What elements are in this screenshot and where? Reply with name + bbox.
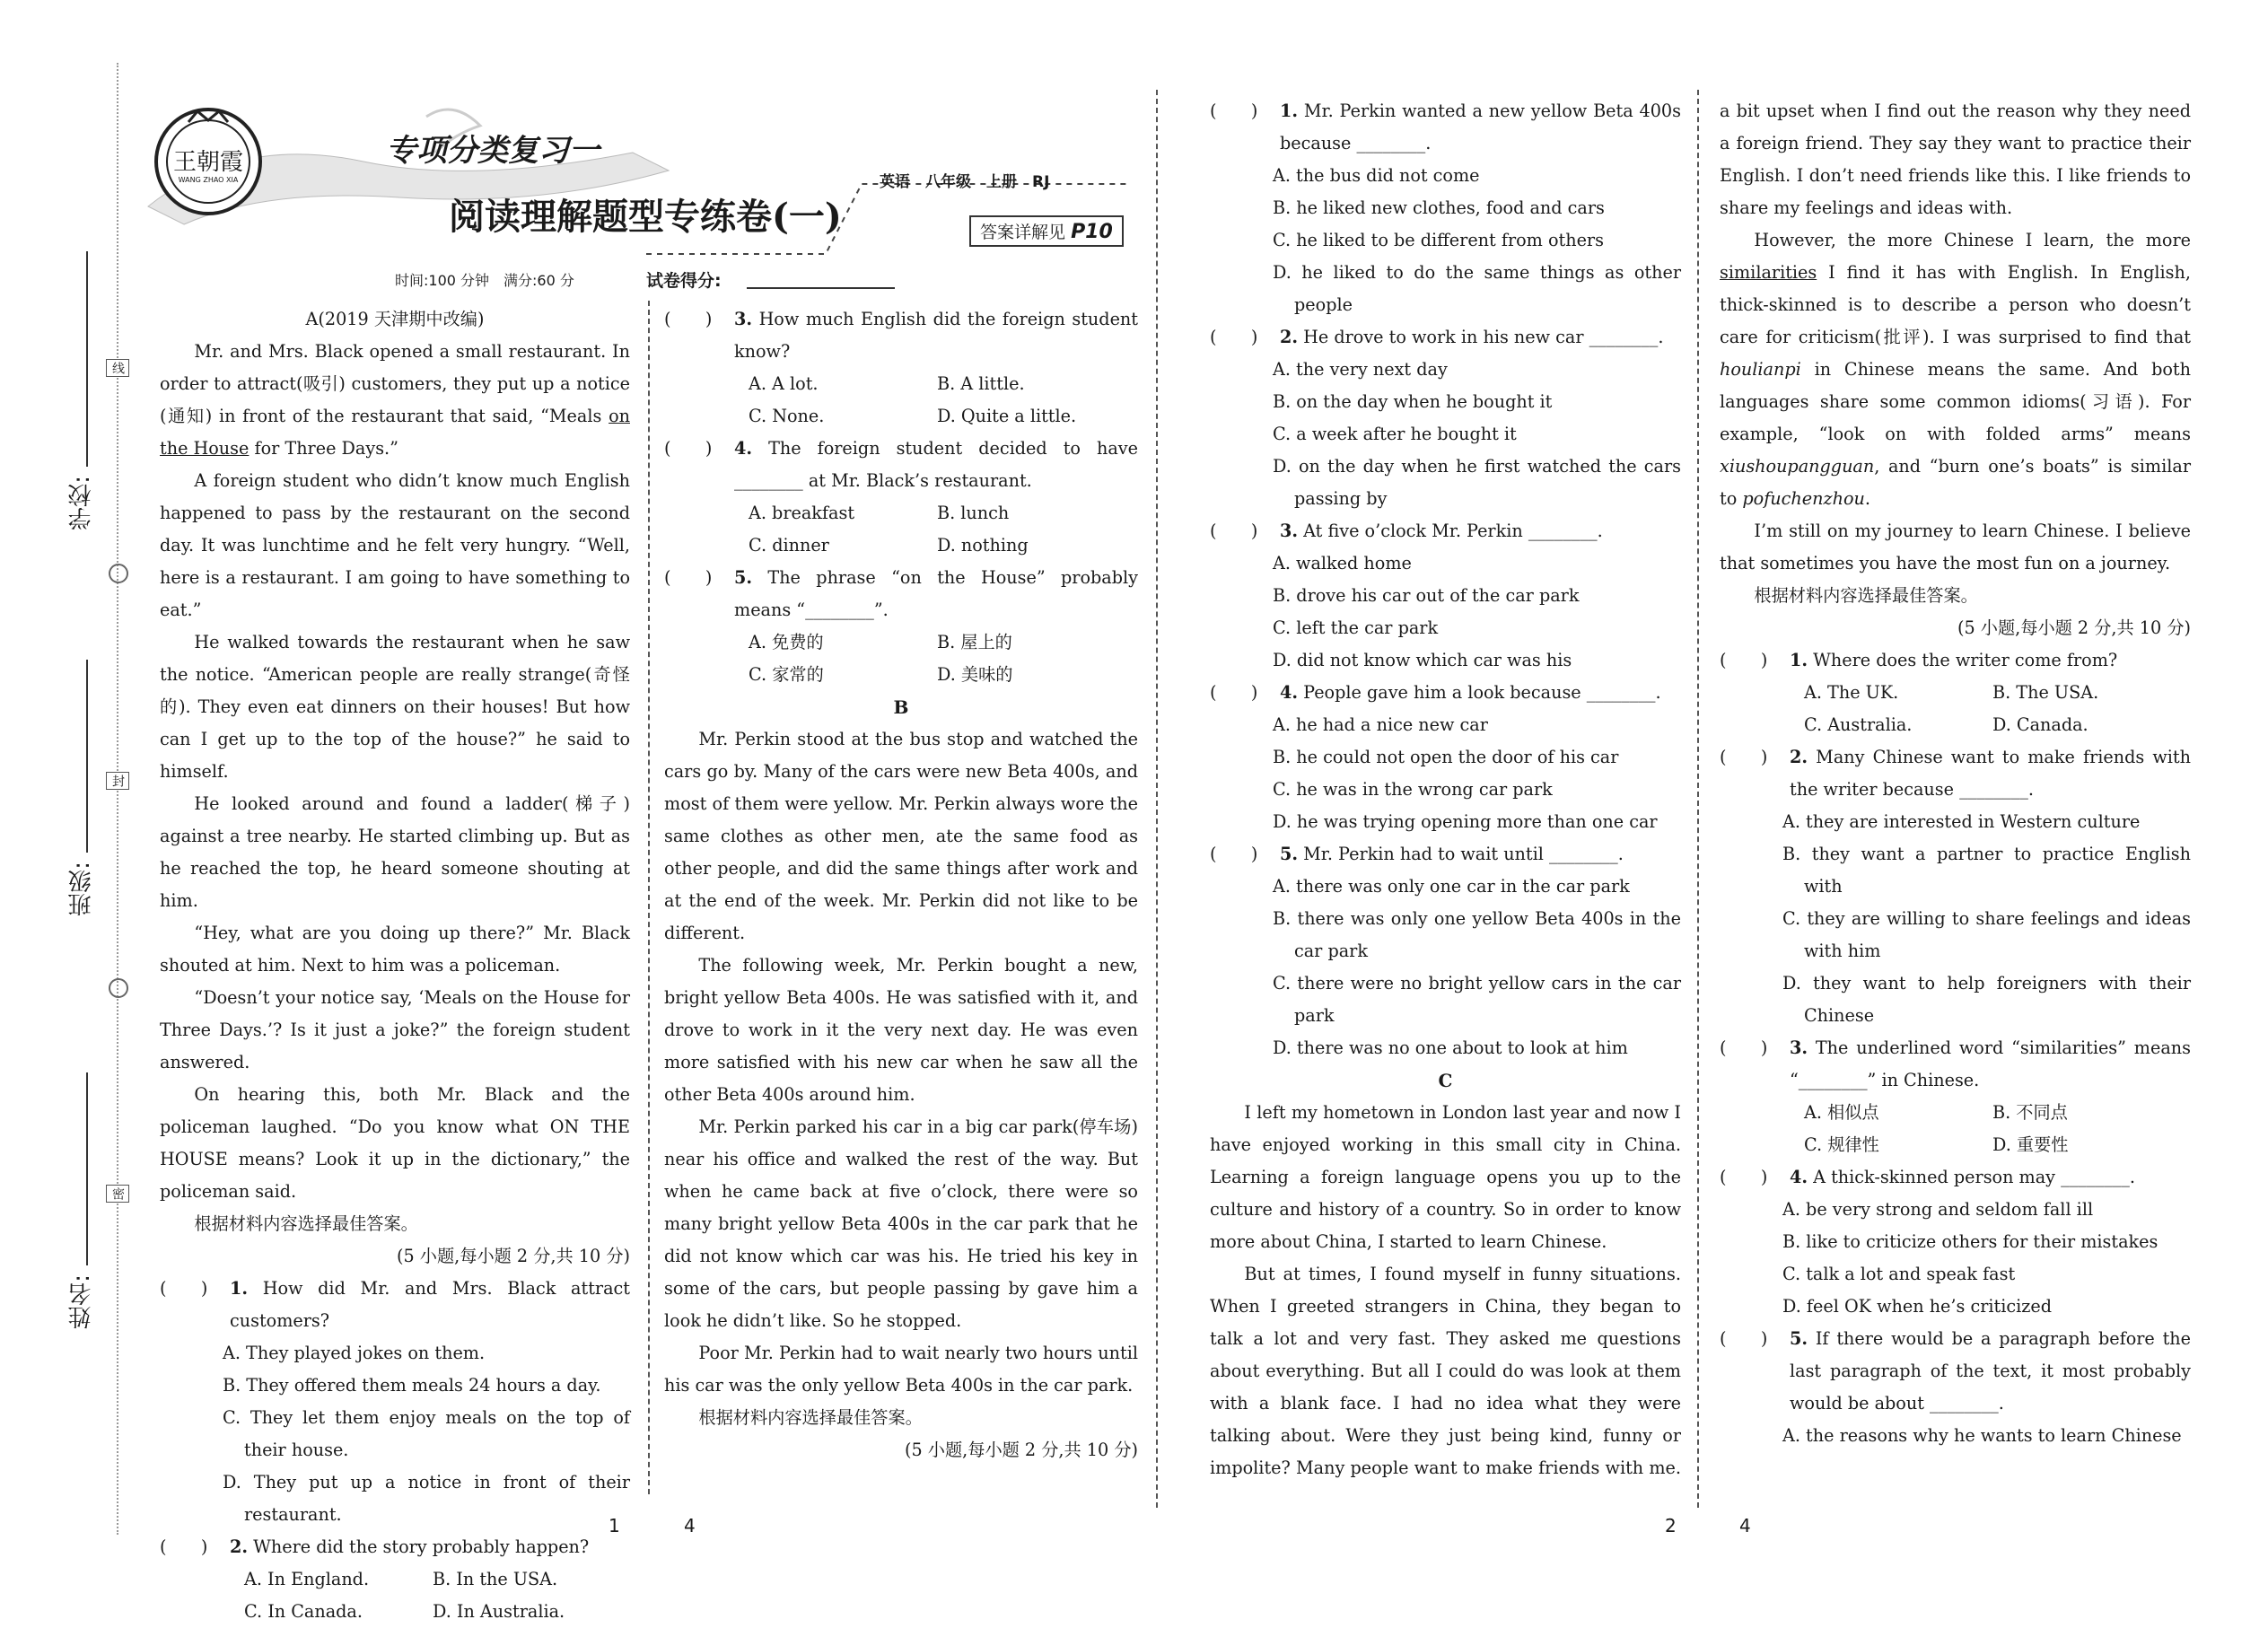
option[interactable]: A. he had a nice new car [1273, 714, 1488, 735]
class-blank [86, 660, 88, 853]
option[interactable]: D. 重要性 [1992, 1134, 2069, 1155]
option[interactable]: C. In Canada. [244, 1601, 363, 1622]
option[interactable]: A. they are interested in Western culture [1782, 811, 2141, 832]
option-row [160, 1596, 630, 1628]
question-number: 2. [230, 1536, 249, 1557]
section-c-heading: C [1438, 1070, 1453, 1091]
question-number: 4. [1790, 1167, 1808, 1187]
section-a-para-3: He walked towards the restaurant when he saw the notice. “American people are really strange(奇怪的). They even eat dinners on their houses! But how can I get up to the top of the house?” he said to himself. [160, 632, 630, 782]
section-b-score: (5 小题,每小题 2 分,共 10 分) [905, 1440, 1138, 1460]
binding-tag-secret: 密 [106, 1185, 129, 1203]
option-row [664, 659, 1138, 691]
brand-seal [153, 106, 264, 217]
para-text: in Chinese means the same. And both languages share some common idioms(习语). For example, “look on with folded arms” means [1720, 359, 2191, 444]
question-number: 1. [1280, 101, 1299, 121]
divider-right [1697, 90, 1699, 1508]
option[interactable]: D. In Australia. [433, 1601, 565, 1622]
para-text: Mr. and Mrs. Black opened a small restaurant. In order to attract(吸引) customers, they put up a notice (通知) in front of the restaurant that said, “Meals [160, 341, 630, 426]
page-title: 阅读理解题型专练卷(一) [449, 196, 842, 238]
option-row [1720, 1129, 2191, 1161]
option[interactable]: D. they want to help foreigners with their Chinese [1782, 973, 2191, 1026]
page-number-right: 2 [1665, 1515, 1677, 1536]
question-number: 5. [1790, 1328, 1808, 1349]
question-text: He drove to work in his new car ________. [1303, 327, 1664, 347]
question-b2[interactable]: ( ) 2. He drove to work in his new car ________. [1210, 327, 1664, 347]
section-a-para-5: “Hey, what are you doing up there?” Mr. Black shouted at him. Next to him was a policeman. [160, 923, 630, 976]
option[interactable]: A. In England. [244, 1569, 370, 1589]
question-text: Where does the writer come from? [1813, 650, 2118, 670]
question-text: The underlined word “similarities” means “________” in Chinese. [1790, 1037, 2191, 1090]
option-row [664, 400, 1138, 433]
question-number: 1. [1790, 650, 1808, 670]
column-3 [1210, 95, 1681, 1484]
option-row [664, 626, 1138, 659]
underlined-word: similarities [1720, 262, 1817, 283]
question-text: Many Chinese want to make friends with the writer because ________. [1790, 747, 2191, 800]
question-text: Mr. Perkin had to wait until ________. [1303, 844, 1624, 864]
question-number: 2. [1790, 747, 1808, 767]
option[interactable]: C. he liked to be different from others [1273, 230, 1604, 250]
pinyin-term: pofuchenzhou [1742, 488, 1865, 509]
option[interactable]: B. there was only one yellow Beta 400s in the car park [1273, 908, 1681, 961]
school-blank [86, 251, 88, 467]
option[interactable]: D. he was trying opening more than one car [1273, 811, 1658, 832]
question-b5[interactable]: ( ) 5. Mr. Perkin had to wait until ________. [1210, 844, 1624, 864]
section-c-para-2: But at times, I found myself in funny situations. When I greeted strangers in China, they began to talk a lot and very fast. They asked me questions about everything. But all I could do was look at them with a blank face. I had no idea what they were talking about. Were they just being kind, funny or impolite? Many people want to make friends with me. [1210, 1264, 1681, 1478]
option[interactable]: B. drove his car out of the car park [1273, 585, 1580, 606]
page-total-right: 4 [1739, 1515, 1751, 1536]
option[interactable]: D. feel OK when he’s criticized [1782, 1296, 2052, 1317]
section-b-para-4: Poor Mr. Perkin had to wait nearly two hours until his car was the only yellow Beta 400s in the car park. [664, 1343, 1138, 1396]
option[interactable]: C. there were no bright yellow cars in the car park [1273, 973, 1681, 1026]
section-a-para-1 [160, 336, 630, 465]
option[interactable]: C. None. [749, 406, 825, 426]
question-text: If there would be a paragraph before the last paragraph of the text, it most probably would be about ________. [1790, 1328, 2192, 1414]
option[interactable]: A. They played jokes on them. [223, 1343, 486, 1363]
class-label: 班级: [68, 862, 95, 916]
question-text: At five o’clock Mr. Perkin ________. [1303, 521, 1603, 541]
question-c4[interactable]: ( ) 4. A thick-skinned person may ________. [1720, 1167, 2135, 1187]
question-c1[interactable]: ( ) 1. Where does the writer come from? [1720, 650, 2118, 670]
section-b-heading: B [893, 696, 909, 718]
grade-meta: 英语 八年级 上册 RJ [880, 173, 1050, 191]
section-a-para-6: “Doesn’t your notice say, ‘Meals on the House for Three Days.’? Is it just a joke?” the foreign student answered. [160, 987, 630, 1072]
option[interactable]: C. talk a lot and speak fast [1782, 1264, 2016, 1284]
question-text: Mr. Perkin wanted a new yellow Beta 400s because ________. [1280, 101, 1681, 153]
option-row [1720, 1097, 2191, 1129]
question-number: 3. [1280, 521, 1299, 541]
question-c3[interactable]: ( ) 3. The underlined word “similarities” means “________” in Chinese. [1720, 1037, 2191, 1090]
section-a-para-4: He looked around and found a ladder(梯子) against a tree nearby. He started climbing up. But as he reached the top, he heard someone shouting at him. [160, 793, 630, 911]
answer-ref-box [969, 215, 1124, 247]
answer-ref-page: P10 [1071, 221, 1113, 243]
option-row [160, 1563, 630, 1596]
option[interactable]: A. walked home [1273, 553, 1412, 573]
option[interactable]: B. The USA. [1992, 682, 2099, 703]
option[interactable]: A. the very next day [1273, 359, 1448, 380]
column-2 [664, 303, 1138, 1466]
binding-hole-1 [109, 564, 128, 583]
option[interactable]: B. he liked new clothes, food and cars [1273, 197, 1605, 218]
option[interactable]: C. Australia. [1804, 714, 1913, 735]
pinyin-term: houlianpi [1720, 359, 1801, 380]
score-blank [747, 287, 895, 289]
option[interactable]: A. 相似点 [1804, 1102, 1879, 1123]
question-a5[interactable]: ( ) 5. The phrase “on the House” probably means “________”. [664, 567, 1138, 620]
option[interactable]: B. In the USA. [433, 1569, 558, 1589]
option[interactable]: B. A little. [937, 373, 1025, 394]
question-c5[interactable]: ( ) 5. If there would be a paragraph before the last paragraph of the text, it most probably would be about ________. [1720, 1328, 2192, 1414]
option[interactable]: D. he liked to do the same things as other people [1273, 262, 1681, 315]
question-b3[interactable]: ( ) 3. At five o’clock Mr. Perkin ________. [1210, 521, 1603, 541]
question-text: People gave him a look because ________. [1303, 682, 1661, 703]
option[interactable]: D. did not know which car was his [1273, 650, 1572, 670]
question-a4[interactable]: ( ) 4. The foreign student decided to have ________ at Mr. Black’s restaurant. [664, 438, 1138, 491]
section-c-score: (5 小题,每小题 2 分,共 10 分) [1957, 617, 2191, 638]
question-b4[interactable]: ( ) 4. People gave him a look because ________. [1210, 682, 1661, 703]
section-c-para-2-cont: a bit upset when I find out the reason why they need a foreign friend. They say they want to practice their English. I don’t need friends like this. I like friends to share my feelings and ideas with. [1720, 101, 2191, 218]
question-number: 5. [734, 567, 753, 588]
option[interactable]: B. on the day when he bought it [1273, 391, 1553, 412]
option[interactable]: D. on the day when he first watched the cars passing by [1273, 456, 1681, 509]
option[interactable]: D. nothing [937, 535, 1029, 556]
option[interactable]: C. 规律性 [1804, 1134, 1879, 1155]
question-text: The phrase “on the House” probably means “________”. [734, 567, 1138, 620]
option[interactable]: D. Canada. [1992, 714, 2088, 735]
question-a3[interactable]: ( ) 3. How much English did the foreign student know? [664, 309, 1138, 362]
question-c2[interactable]: ( ) 2. Many Chinese want to make friends with the writer because ________. [1720, 747, 2191, 800]
underlined-phrase: on the House [160, 406, 630, 459]
binding-tag-line: 线 [106, 359, 129, 377]
column-4 [1720, 95, 2191, 1452]
question-number: 3. [734, 309, 753, 329]
option[interactable]: A. The UK. [1804, 682, 1899, 703]
option[interactable]: C. 家常的 [749, 664, 824, 685]
score-label: 试卷得分: [646, 271, 722, 291]
para-text: , and “burn one’s boats” is similar to [1720, 456, 2191, 509]
option-row [664, 368, 1138, 400]
time-info: 时间:100 分钟 满分:60 分 [395, 272, 574, 289]
pinyin-term: xiushoupangguan [1720, 456, 1875, 477]
binding-dotted-line [117, 63, 118, 1535]
series-title: 专项分类复习一 [386, 133, 600, 169]
brand-sub: WANG ZHAO XIA [178, 176, 239, 184]
question-text: How much English did the foreign student know? [734, 309, 1138, 362]
section-a-heading: A(2019 天津期中改编) [305, 309, 485, 329]
brand-name: 王朝霞 [172, 149, 243, 176]
option[interactable]: B. They offered them meals 24 hours a day. [223, 1375, 601, 1396]
option[interactable]: A. there was only one car in the car park [1273, 876, 1630, 897]
section-c-para-1: I left my hometown in London last year and now I have enjoyed working in this small city in China. Learning a foreign language opens you up to the culture and history of a country. So in order to know more about China, I started to learn Chinese. [1210, 1102, 1681, 1252]
question-a1[interactable]: ( ) 1. How did Mr. and Mrs. Black attract customers? [160, 1278, 630, 1331]
binding-hole-2 [109, 978, 128, 998]
option-row [1720, 677, 2191, 709]
section-c-instructions: 根据材料内容选择最佳答案。 [1754, 585, 1978, 606]
option[interactable]: C. dinner [749, 535, 829, 556]
option[interactable]: C. left the car park [1273, 617, 1439, 638]
binding-tag-seal: 封 [106, 772, 129, 790]
option[interactable]: D. there was no one about to look at him [1273, 1037, 1628, 1058]
name-label: 姓名: [68, 1274, 95, 1329]
para-text: . [1864, 488, 1870, 509]
option[interactable]: A. the bus did not come [1273, 165, 1480, 186]
option[interactable]: A. 免费的 [749, 632, 824, 652]
question-text: How did Mr. and Mrs. Black attract customers? [230, 1278, 630, 1331]
option-row [1720, 709, 2191, 741]
page-total-left: 4 [684, 1515, 696, 1536]
section-a-score: (5 小题,每小题 2 分,共 10 分) [397, 1246, 630, 1266]
para-text: However, the more Chinese I learn, the more [1754, 230, 2191, 250]
section-b-para-1: Mr. Perkin stood at the bus stop and watched the cars go by. Many of the cars were new Beta 400s, and most of them were yellow. Mr. Perkin always wore the same clothes as other men, ate the same food as other people, and did the same things after work and at the end of the week. Mr. Perkin did not like to be different. [664, 729, 1138, 943]
section-b-instructions: 根据材料内容选择最佳答案。 [698, 1407, 923, 1428]
question-text: The foreign student decided to have ________ at Mr. Black’s restaurant. [734, 438, 1138, 491]
page-number-left: 1 [609, 1515, 620, 1536]
question-text: Where did the story probably happen? [253, 1536, 590, 1557]
section-c-para-3 [1720, 224, 2191, 515]
option[interactable]: B. they want a partner to practice English with [1782, 844, 2191, 897]
option[interactable]: A. the reasons why he wants to learn Chinese [1782, 1425, 2182, 1446]
option-row [664, 530, 1138, 562]
section-a-para-7: On hearing this, both Mr. Black and the policeman laughed. “Do you know what ON THE HOUSE means? Look it up in the dictionary,” the policeman said. [160, 1084, 630, 1202]
option[interactable]: B. lunch [937, 503, 1010, 523]
option[interactable]: B. 屋上的 [937, 632, 1012, 652]
section-c-para-4: I’m still on my journey to learn Chinese. I believe that sometimes you have the most fun on a journey. [1720, 521, 2191, 573]
option[interactable]: D. Quite a little. [937, 406, 1077, 426]
question-number: 1. [230, 1278, 249, 1299]
question-number: 3. [1790, 1037, 1808, 1058]
section-a-para-2: A foreign student who didn’t know much English happened to pass by the restaurant on the second day. It was lunchtime and he felt very hungry. “Well, here is a restaurant. I am going to have something to eat.” [160, 470, 630, 620]
section-b-para-3: Mr. Perkin parked his car in a big car park(停车场) near his office and walked the rest of the way. But when he came back at five o’clock, there were so many bright yellow Beta 400s in the car park that he did not know which car was his. He tried his key in some of the cars, but people passing by gave him a look he didn’t like. So he stopped. [664, 1116, 1138, 1331]
question-number: 2. [1280, 327, 1299, 347]
option[interactable]: C. They let them enjoy meals on the top of their house. [223, 1407, 630, 1460]
option[interactable]: D. 美味的 [937, 664, 1013, 685]
para-text: for Three Days.” [249, 438, 398, 459]
question-a2[interactable]: ( ) 2. Where did the story probably happen? [160, 1536, 590, 1557]
option[interactable]: B. he could not open the door of his car [1273, 747, 1619, 767]
option[interactable]: A. breakfast [749, 503, 855, 523]
option[interactable]: C. they are willing to share feelings and ideas with him [1782, 908, 2191, 961]
section-a-instructions: 根据材料内容选择最佳答案。 [194, 1213, 418, 1234]
option-row [664, 497, 1138, 530]
answer-ref-prefix: 答案详解见 [980, 223, 1066, 242]
column-1 [160, 303, 630, 1628]
name-blank [86, 1072, 88, 1265]
divider-middle [1156, 90, 1158, 1508]
question-number: 4. [1280, 682, 1299, 703]
option[interactable]: D. They put up a notice in front of their restaurant. [223, 1472, 630, 1525]
question-number: 5. [1280, 844, 1299, 864]
option[interactable]: C. a week after he bought it [1273, 424, 1517, 444]
section-b-para-2: The following week, Mr. Perkin bought a new, bright yellow Beta 400s. He was satisfied with it, and drove to work in it the very next day. He was even more satisfied with his new car when he saw all the other Beta 400s around him. [664, 955, 1138, 1105]
school-label: 学校: [68, 476, 95, 530]
option[interactable]: C. he was in the wrong car park [1273, 779, 1553, 800]
option[interactable]: A. be very strong and seldom fall ill [1782, 1199, 2094, 1220]
divider-left [648, 301, 650, 1494]
option[interactable]: B. 不同点 [1992, 1102, 2068, 1123]
question-text: A thick-skinned person may ________. [1813, 1167, 2135, 1187]
question-number: 4. [734, 438, 753, 459]
option[interactable]: B. like to criticize others for their mistakes [1782, 1231, 2159, 1252]
question-b1[interactable]: ( ) 1. Mr. Perkin wanted a new yellow Beta 400s because ________. [1210, 101, 1681, 153]
option[interactable]: A. A lot. [749, 373, 819, 394]
para-text: I find it has with English. In English, thick-skinned is to describe a person who doesn’t care for criticism(批评). I was surprised to find that [1720, 262, 2191, 347]
